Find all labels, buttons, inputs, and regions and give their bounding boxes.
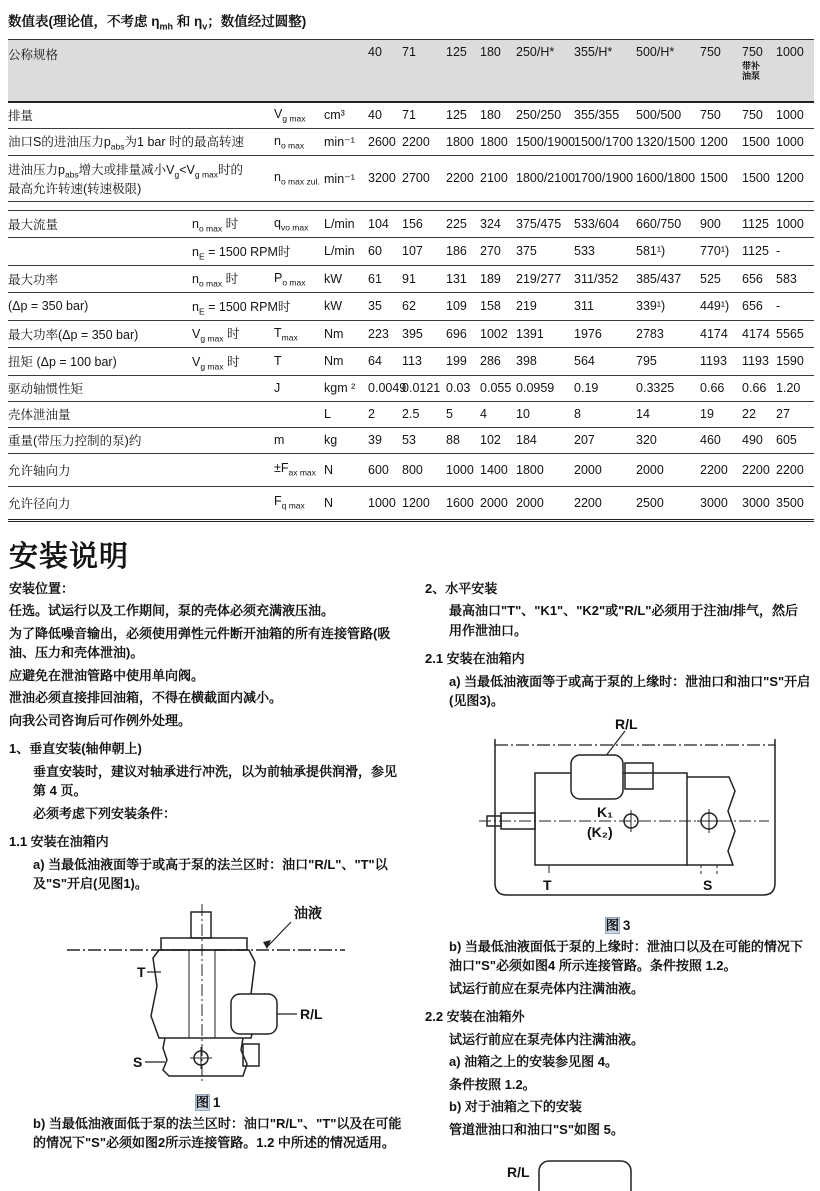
- cell-value: 186: [446, 238, 480, 266]
- paragraph: b) 当最低油液面低于泵的法兰区时：油口"R/L"、"T"以及在可能的情况下"S"必须如图2所示连接管路。1.2 中所述的情况适用。: [33, 1115, 402, 1151]
- port-s-label: S: [703, 876, 713, 893]
- table-row: [8, 348, 814, 376]
- cell-sym: $P_{o max}$: [274, 265, 324, 293]
- spec-header-row: [8, 39, 814, 102]
- cell-value: 449¹): [700, 293, 742, 321]
- spec-table: [8, 39, 814, 522]
- cell-value: 375/475: [516, 210, 574, 238]
- figure-char: 图: [605, 917, 620, 933]
- cell-value: 223: [368, 320, 402, 348]
- figure-5-partial: [477, 1149, 811, 1191]
- install-section-title: 安装说明: [9, 540, 130, 573]
- table-row: [8, 486, 814, 520]
- cell-value: 311: [574, 293, 636, 321]
- cell-value: 525: [700, 265, 742, 293]
- cell-value: 88: [446, 427, 480, 453]
- pump-diagram-partial: [477, 1149, 657, 1191]
- cell-cond: $n_{o max}$ 时: [192, 210, 274, 238]
- cell-value: 1002: [480, 320, 516, 348]
- cell-label: 重量(带压力控制的泵)约: [8, 427, 274, 453]
- cell-unit: cm³: [324, 102, 368, 129]
- port-k2-label: (K₂): [587, 823, 613, 840]
- port-t-label: T: [137, 963, 146, 980]
- cell-value: 2500: [636, 486, 700, 520]
- cell-value: 2200: [776, 453, 814, 486]
- cell-value: 375: [516, 238, 574, 266]
- cell-value: 3500: [776, 486, 814, 520]
- cell-sym: $V_{g max}$: [274, 102, 324, 129]
- cell-value: 656: [742, 293, 776, 321]
- cell-value: 64: [368, 348, 402, 376]
- cell-value: 0.66: [700, 375, 742, 401]
- cell-label: 扭矩 (Δp = 100 bar): [8, 348, 192, 376]
- figure-1: [53, 898, 363, 1111]
- cell-unit: kW: [324, 265, 368, 293]
- cell-value: 0.66: [742, 375, 776, 401]
- cell-value: 61: [368, 265, 402, 293]
- cell-unit: min⁻¹: [324, 156, 368, 202]
- cell-value: 1193: [700, 348, 742, 376]
- spec-col-header: 40: [368, 39, 402, 102]
- cell-value: 286: [480, 348, 516, 376]
- cell-value: 339¹): [636, 293, 700, 321]
- cell-value: -: [776, 293, 814, 321]
- table-row: [8, 156, 814, 202]
- port-s-label: S: [133, 1053, 143, 1070]
- spec-col-header: 750 带补油泵: [742, 39, 776, 102]
- cell-value: 71: [402, 102, 446, 129]
- section-heading: 2.1 安装在油箱内: [425, 651, 525, 667]
- cell-value: 0.055: [480, 375, 516, 401]
- cell-value: 0.0049: [368, 375, 402, 401]
- cell-value: 385/437: [636, 265, 700, 293]
- cell-unit: Nm: [324, 320, 368, 348]
- cell-value: 1600: [446, 486, 480, 520]
- two-column-layout: [8, 579, 812, 1191]
- paragraph: 必须考虑下列安装条件：: [33, 805, 177, 821]
- cell-value: 219/277: [516, 265, 574, 293]
- cell-value: 1000: [776, 128, 814, 156]
- cell-unit: kgm ²: [324, 375, 368, 401]
- paragraph: b) 对于油箱之下的安装: [449, 1099, 582, 1115]
- figure-3: [463, 715, 773, 934]
- cell-value: 2.5: [402, 401, 446, 427]
- cell-sym: $n_{o max}$: [274, 128, 324, 156]
- figure-number: 1: [212, 1094, 221, 1110]
- spec-col-header: 125: [446, 39, 480, 102]
- paragraph: 任选。试运行以及工作期间，泵的壳体必须充满液压油。: [9, 603, 335, 619]
- cell-value: 355/355: [574, 102, 636, 129]
- cell-value: 1125: [742, 210, 776, 238]
- figure-1-caption: [53, 1091, 363, 1111]
- section-heading: 安装位置：: [9, 580, 75, 596]
- spec-col-header: 1000: [776, 39, 814, 102]
- cell-value: 1600/1800: [636, 156, 700, 202]
- cell-value: 533: [574, 238, 636, 266]
- cell-value: 1200: [776, 156, 814, 202]
- paragraph: 为了降低噪音输出，必须使用弹性元件断开油箱的所有连接管路(吸油、压力和壳体泄油)。: [9, 625, 391, 661]
- section-heading: 1.1 安装在油箱内: [9, 834, 109, 850]
- table-row: [8, 375, 814, 401]
- cell-cond: $n_E = 1500$ RPM时: [192, 238, 274, 266]
- cell-value: 2: [368, 401, 402, 427]
- cell-value: 14: [636, 401, 700, 427]
- cell-value: 2000: [480, 486, 516, 520]
- right-column: [425, 579, 811, 1191]
- cell-value: 605: [776, 427, 814, 453]
- port-rl-label: R/L: [615, 715, 638, 732]
- cell-value: 1800: [480, 128, 516, 156]
- cell-value: 581¹): [636, 238, 700, 266]
- cell-unit: L/min: [324, 238, 368, 266]
- cell-value: 22: [742, 401, 776, 427]
- cell-value: 750: [700, 102, 742, 129]
- cell-label: (Δp = 350 bar): [8, 293, 192, 321]
- cell-value: 0.0121: [402, 375, 446, 401]
- cell-sym: $T_{max}$: [274, 320, 324, 348]
- cell-unit: kW: [324, 293, 368, 321]
- table-row: [8, 238, 814, 266]
- cell-value: 2100: [480, 156, 516, 202]
- cell-value: 3000: [700, 486, 742, 520]
- cell-value: 158: [480, 293, 516, 321]
- cell-value: 19: [700, 401, 742, 427]
- port-t-label: T: [543, 876, 552, 893]
- cell-value: 2600: [368, 128, 402, 156]
- cell-value: 109: [446, 293, 480, 321]
- cell-unit: N: [324, 486, 368, 520]
- cell-value: 104: [368, 210, 402, 238]
- cell-value: 1.20: [776, 375, 814, 401]
- cell-value: 189: [480, 265, 516, 293]
- cell-sym: $\pm F_{ax max}$: [274, 453, 324, 486]
- cell-value: 1800/2100: [516, 156, 574, 202]
- cell-value: 180: [480, 102, 516, 129]
- cell-sym: m: [274, 427, 324, 453]
- table-group-gap: [8, 201, 814, 210]
- cell-value: 8: [574, 401, 636, 427]
- cell-value: 1976: [574, 320, 636, 348]
- cell-sym: $n_{o max zul.}$: [274, 156, 324, 202]
- cell-value: 62: [402, 293, 446, 321]
- cell-value: 500/500: [636, 102, 700, 129]
- cell-cond: $n_{o max}$ 时: [192, 265, 274, 293]
- cell-value: 2200: [700, 453, 742, 486]
- cell-label: 排量: [8, 102, 274, 129]
- cell-value: 2000: [574, 453, 636, 486]
- cell-value: 1125: [742, 238, 776, 266]
- cell-label: 允许径向力: [8, 486, 274, 520]
- cell-value: 270: [480, 238, 516, 266]
- cell-value: 35: [368, 293, 402, 321]
- cell-value: 4: [480, 401, 516, 427]
- cell-value: -: [776, 238, 814, 266]
- cell-label: 壳体泄油量: [8, 401, 274, 427]
- cell-value: 1500/1900: [516, 128, 574, 156]
- cell-label: 允许轴向力: [8, 453, 274, 486]
- cell-value: 131: [446, 265, 480, 293]
- cell-value: 583: [776, 265, 814, 293]
- spec-header-label: 公称规格: [8, 39, 368, 102]
- cell-sym: J: [274, 375, 324, 401]
- cell-value: 53: [402, 427, 446, 453]
- paragraph: 管道泄油口和油口"S"如图 5。: [449, 1121, 624, 1137]
- paragraph: 试运行前应在泵壳体内注满油液。: [449, 980, 645, 996]
- cell-unit: min⁻¹: [324, 128, 368, 156]
- paragraph: 最高油口"T"、"K1"、"K2"或"R/L"必须用于注油/排气，然后用作泄油口。: [449, 603, 799, 638]
- cell-value: 2000: [516, 486, 574, 520]
- cell-value: 1400: [480, 453, 516, 486]
- cell-value: 656: [742, 265, 776, 293]
- cell-value: 102: [480, 427, 516, 453]
- cell-unit: L/min: [324, 210, 368, 238]
- cell-value: 1391: [516, 320, 574, 348]
- cell-cond: $V_{g max}$ 时: [192, 348, 274, 376]
- cell-value: 1000: [776, 102, 814, 129]
- cell-value: 27: [776, 401, 814, 427]
- spec-col-header: 500/H*: [636, 39, 700, 102]
- table-row: [8, 401, 814, 427]
- cell-value: 1800: [446, 128, 480, 156]
- cell-value: 1700/1900: [574, 156, 636, 202]
- cell-value: 0.03: [446, 375, 480, 401]
- cell-value: 600: [368, 453, 402, 486]
- figure-3-caption: [463, 914, 773, 934]
- cell-value: 1500: [742, 156, 776, 202]
- table-row: [8, 293, 814, 321]
- cell-cond: $V_{g max}$ 时: [192, 320, 274, 348]
- cell-value: 39: [368, 427, 402, 453]
- cell-unit: Nm: [324, 348, 368, 376]
- cell-value: 250/250: [516, 102, 574, 129]
- table-row: [8, 102, 814, 129]
- cell-value: 0.19: [574, 375, 636, 401]
- cell-value: 795: [636, 348, 700, 376]
- cell-value: 1590: [776, 348, 814, 376]
- cell-sym: $q_{vo max}$: [274, 210, 324, 238]
- table-row: [8, 427, 814, 453]
- figure-char: 图: [195, 1094, 210, 1110]
- paragraph: 试运行前应在泵壳体内注满油液。: [449, 1031, 645, 1047]
- cell-label: [8, 238, 192, 266]
- cell-value: 324: [480, 210, 516, 238]
- oil-level-label: 油液: [294, 904, 322, 921]
- cell-value: 490: [742, 427, 776, 453]
- cell-value: 219: [516, 293, 574, 321]
- port-k1-label: K₁: [597, 803, 613, 820]
- cell-sym: $F_{q max}$: [274, 486, 324, 520]
- cell-value: 91: [402, 265, 446, 293]
- cell-value: 770¹): [700, 238, 742, 266]
- section-heading: 1、垂直安装(轴伸朝上): [9, 741, 142, 757]
- cell-value: 1500: [742, 128, 776, 156]
- cell-value: 2783: [636, 320, 700, 348]
- cell-value: 395: [402, 320, 446, 348]
- cell-value: 564: [574, 348, 636, 376]
- cell-unit: N: [324, 453, 368, 486]
- table-row: [8, 210, 814, 238]
- cell-value: 1000: [368, 486, 402, 520]
- cell-value: 1500/1700: [574, 128, 636, 156]
- spec-col-header: 180: [480, 39, 516, 102]
- paragraph: 条件按照 1.2。: [449, 1076, 536, 1092]
- cell-value: 2200: [574, 486, 636, 520]
- cell-value: 696: [446, 320, 480, 348]
- cell-value: 107: [402, 238, 446, 266]
- spec-col-header: 355/H*: [574, 39, 636, 102]
- cell-label: 进油压力$p_{abs}$增大或排量减小$V_g<V_{g max}$时的 最高允许转速(转速极限): [8, 156, 274, 202]
- port-rl-label: R/L: [507, 1164, 530, 1181]
- cell-value: 320: [636, 427, 700, 453]
- horizontal-pump-in-tank-diagram: [463, 715, 793, 913]
- cell-value: 660/750: [636, 210, 700, 238]
- cell-unit: kg: [324, 427, 368, 453]
- cell-label: 最大功率(Δp = 350 bar): [8, 320, 192, 348]
- cell-value: 5565: [776, 320, 814, 348]
- cell-value: 1500: [700, 156, 742, 202]
- cell-unit: L: [324, 401, 368, 427]
- paragraph: b) 当最低油液面低于泵的上缘时：泄油口以及在可能的情况下油口"S"必须如图4 所示连接管路。条件按照 1.2。: [449, 938, 803, 974]
- cell-value: 184: [516, 427, 574, 453]
- paragraph: 垂直安装时，建议对轴承进行冲洗，以为前轴承提供润滑，参见第 4 页。: [33, 763, 398, 799]
- cell-sym: [274, 401, 324, 427]
- cell-value: 2000: [636, 453, 700, 486]
- cell-value: 750: [742, 102, 776, 129]
- table-row: [8, 453, 814, 486]
- paragraph: 向我公司咨询后可作例外处理。: [9, 712, 192, 728]
- table-row: [8, 128, 814, 156]
- cell-value: 3000: [742, 486, 776, 520]
- cell-value: 2200: [402, 128, 446, 156]
- vertical-pump-diagram: [53, 898, 363, 1090]
- cell-value: 10: [516, 401, 574, 427]
- cell-value: 199: [446, 348, 480, 376]
- cell-value: 2700: [402, 156, 446, 202]
- paragraph: 应避免在泄油管路中使用单向阀。: [9, 667, 205, 683]
- cell-value: 1000: [776, 210, 814, 238]
- cell-value: 40: [368, 102, 402, 129]
- cell-label: 最大流量: [8, 210, 192, 238]
- cell-value: 156: [402, 210, 446, 238]
- cell-value: 398: [516, 348, 574, 376]
- section-heading: 2、水平安装: [425, 580, 498, 596]
- cell-value: 3200: [368, 156, 402, 202]
- cell-value: 4174: [700, 320, 742, 348]
- cell-value: 1200: [700, 128, 742, 156]
- paragraph: a) 当最低油液面等于或高于泵的法兰区时：油口"R/L"、"T"以及"S"开启(见图1)。: [33, 856, 388, 892]
- cell-label: 油口S的进油压力$p_{abs}$为1 bar 时的最高转速: [8, 128, 274, 156]
- port-rl-label: R/L: [300, 1005, 323, 1022]
- section-heading: 2.2 安装在油箱外: [425, 1009, 525, 1025]
- cell-value: 2200: [446, 156, 480, 202]
- cell-value: 900: [700, 210, 742, 238]
- spec-col-header: 71: [402, 39, 446, 102]
- spec-col-header: 250/H*: [516, 39, 574, 102]
- paragraph: a) 当最低油液面等于或高于泵的上缘时：泄油口和油口"S"开启(见图3)。: [449, 673, 811, 709]
- table-row: [8, 265, 814, 293]
- cell-value: 113: [402, 348, 446, 376]
- table-row: [8, 320, 814, 348]
- cell-value: 1200: [402, 486, 446, 520]
- cell-value: 60: [368, 238, 402, 266]
- cell-value: 5: [446, 401, 480, 427]
- cell-value: 0.0959: [516, 375, 574, 401]
- cell-value: 2200: [742, 453, 776, 486]
- cell-label: 最大功率: [8, 265, 192, 293]
- cell-value: 0.3325: [636, 375, 700, 401]
- paragraph: a) 油箱之上的安装参见图 4。: [449, 1054, 619, 1070]
- paragraph: 泄油必须直接排回油箱，不得在横截面内减小。: [9, 690, 283, 706]
- cell-value: 311/352: [574, 265, 636, 293]
- cell-value: 4174: [742, 320, 776, 348]
- cell-value: 1000: [446, 453, 480, 486]
- cell-cond: $n_E = 1500$ RPM时: [192, 293, 274, 321]
- cell-value: 207: [574, 427, 636, 453]
- spec-col-header: 750: [700, 39, 742, 102]
- cell-value: 225: [446, 210, 480, 238]
- cell-label: 驱动轴惯性矩: [8, 375, 274, 401]
- cell-value: 1800: [516, 453, 574, 486]
- left-column: [9, 579, 409, 1191]
- cell-value: 1320/1500: [636, 128, 700, 156]
- cell-value: 533/604: [574, 210, 636, 238]
- cell-value: 1193: [742, 348, 776, 376]
- cell-value: 460: [700, 427, 742, 453]
- cell-sym: T: [274, 348, 324, 376]
- figure-number: 3: [622, 917, 631, 933]
- cell-value: 125: [446, 102, 480, 129]
- cell-value: 800: [402, 453, 446, 486]
- table-title: 数值表(理论值，不考虑 $\eta_{mh}$ 和 $\eta_v$；数值经过圆整): [8, 14, 307, 32]
